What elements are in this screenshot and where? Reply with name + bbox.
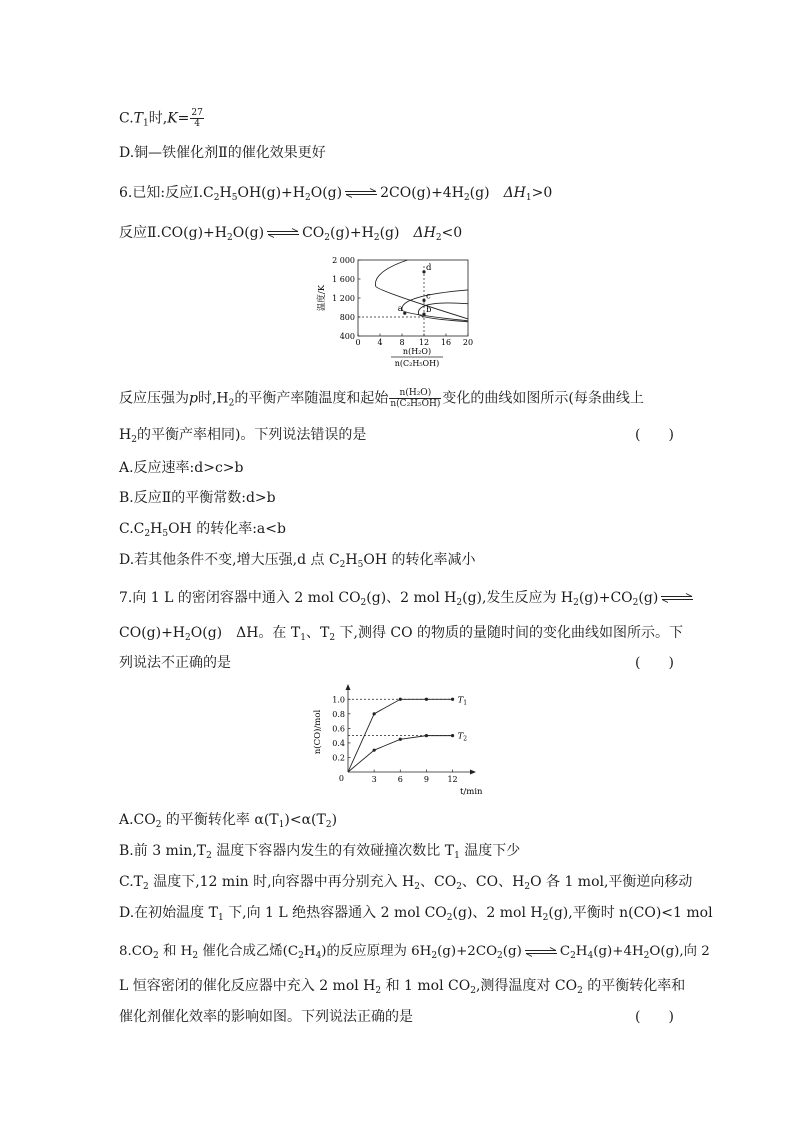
y-tick-label: 1.0 (332, 695, 345, 705)
x-axis-label: t/min (460, 787, 483, 797)
data-point-T1 (451, 698, 454, 701)
q7-stem-line-1: 7.向 1 L 的密闭容器中通入 2 mol $CO_2(g)$、2 mol $H_2(g)$,发生反应为 $H_2(g)+CO_2(g)$ (119, 588, 696, 608)
y-tick-label: 0.6 (332, 724, 345, 734)
equilibrium-arrow-icon (266, 228, 300, 238)
x-tick-label: 0 (355, 338, 361, 347)
q7-option-b: B.前 3 $\min,T_2$ 温度下容器内发生的有效碰撞次数比 $T_1$ 温度下少 (119, 843, 521, 861)
q6-option-d: D.若其他条件不变,增大压强,d 点 $C_2H_5OH$ 的转化率减小 (119, 552, 476, 570)
origin-label: 0 (338, 774, 344, 783)
q5-option-c: $C.T_1$时,K= $\frac{27}{4}$ (119, 108, 203, 129)
data-point-T1 (373, 712, 376, 715)
q5-option-d: D.铜—铁催化剂Ⅱ的催化效果更好 (119, 145, 326, 161)
answer-paren: ( ) (635, 1009, 674, 1025)
q6-description-line-2: $H_2$的平衡产率相同)。下列说法错误的是 (119, 427, 367, 445)
co-amount-time-chart (306, 684, 492, 800)
x-tick-label: 6 (397, 775, 403, 784)
fraction-27-4: $\frac{27}{4}$ (191, 108, 203, 129)
y-tick-label: 0.4 (332, 738, 345, 748)
plot-frame (358, 260, 468, 336)
x-tick-label: 9 (423, 775, 429, 784)
equilibrium-arrow-icon (344, 188, 378, 198)
equilibrium-arrow-icon (660, 593, 694, 603)
point-a (403, 312, 406, 315)
y-axis-label: 温度/K (317, 284, 327, 312)
q8-stem-line-1: $8.CO_2$ 和 $H_2$ 催化合成乙烯$(C_2H_4)$的反应原理为 $6H_2(g)+2CO_2(g)$ $C_2H_4(g)+4H_2O(g)$,向 2 (119, 944, 710, 961)
point-label-c: c (426, 291, 431, 302)
q8-stem-line-3: 催化剂催化效率的影响如图。下列说法正确的是 (119, 1009, 413, 1025)
point-label-d: d (426, 262, 432, 273)
q8-stem-line-2: L 恒容密闭的催化反应器中充入 2 mol $H_2$ 和 1 mol $CO_2$,测得温度对 $CO_2$ 的平衡转化率和 (119, 978, 686, 996)
y-axis-label: n(CO)/mol (313, 709, 323, 755)
q6-reaction-2: 反应$Ⅱ.CO(g)+H_2O(g)$ $CO_2(g)+H_2(g)$ $\Delta H_2<0$ (119, 225, 463, 243)
q6-reaction-1: 6.已知:反应$Ⅰ.C_2H_5OH(g)+H_2O(g)$ $2CO(g)+4H_2(g)$ $\Delta H_1>0$ (119, 185, 553, 203)
answer-paren: ( ) (635, 427, 674, 443)
q6-description-line-1: 反应压强为p时$,H_2$的平衡产率随温度和起始 $\frac{\text{n(H₂O)}}{\text{n(C₂H₅OH)}}$ 变化的曲线如图所示(每条曲线上 (119, 388, 644, 409)
x-tick-label: 3 (371, 775, 377, 784)
y-tick-label: 800 (339, 313, 355, 322)
y-tick-label: 0.8 (332, 709, 345, 719)
x-tick-label: 12 (447, 775, 458, 784)
x-tick-label: 20 (462, 338, 474, 347)
q7-stem-line-3: 列说法不正确的是 (119, 655, 231, 671)
q7-stem-line-2: $CO(g)+H_2O(g)$ ΔH。在 $T_1$、$T_2$ 下,测得 CO 的物质的量随时间的变化曲线如图所示。下 (119, 625, 684, 643)
y-tick-label: 400 (339, 332, 355, 341)
equilibrium-arrow-icon (524, 947, 558, 957)
y-tick-label: 0.2 (332, 753, 345, 763)
answer-paren: ( ) (635, 655, 674, 671)
x-axis-label-numerator: n(H₂O) (402, 347, 432, 356)
iso-yield-curve-1 (375, 260, 468, 319)
y-axis-arrow-icon (346, 684, 351, 690)
data-point-T2 (373, 749, 376, 752)
y-tick-label: 1 600 (332, 275, 355, 284)
data-point-T2 (425, 734, 428, 737)
data-point-T1 (425, 698, 428, 701)
series-label-T1: $T_1$ (457, 695, 468, 707)
q7-option-d: D.在初始温度 $T_1$ 下,向 1 L 绝热容器通入 2 mol $CO_2(g)$、2 mol $H_2(g)$,平衡时 n(CO)<1 mol (119, 905, 713, 923)
q7-option-a: $A.CO_2$ 的平衡转化率 $\alpha(T_1)<\alpha(T_2)$ (119, 812, 338, 830)
x-tick-label: 8 (399, 338, 405, 347)
point-label-a: a (397, 304, 403, 315)
x-tick-label: 16 (440, 338, 452, 347)
x-axis-arrow-icon (470, 770, 476, 775)
data-point-T2 (451, 734, 454, 737)
ratio-fraction: $\frac{\text{n(H₂O)}}{\text{n(C₂H₅OH)}}$ (390, 388, 441, 409)
y-tick-label: 1 200 (332, 294, 355, 303)
series-label-T2: $T_2$ (457, 731, 468, 743)
series-line-T2 (348, 736, 453, 772)
y-tick-label: 2 000 (332, 256, 355, 265)
point-label-b: b (426, 305, 432, 316)
q6-option-b: B.反应Ⅱ的平衡常数:d>b (119, 490, 276, 506)
temperature-ratio-chart (310, 252, 490, 374)
x-tick-label: 4 (377, 338, 383, 347)
q7-option-c: $C.T_2$ 温度下,12 min 时,向容器中再分别充入 $H_2$、$CO_2$、CO、$H_2O$ 各 1 mol,平衡逆向移动 (119, 874, 693, 892)
q6-option-c: $C.C_2H_5OH$ 的转化率:a<b (119, 521, 286, 539)
x-tick-label: 12 (418, 338, 430, 347)
q6-option-a: A.反应速率:d>c>b (119, 460, 244, 476)
data-point-T1 (399, 698, 402, 701)
x-axis-label-denominator: n(C₂H₅OH) (394, 359, 440, 368)
data-point-T2 (399, 738, 402, 741)
